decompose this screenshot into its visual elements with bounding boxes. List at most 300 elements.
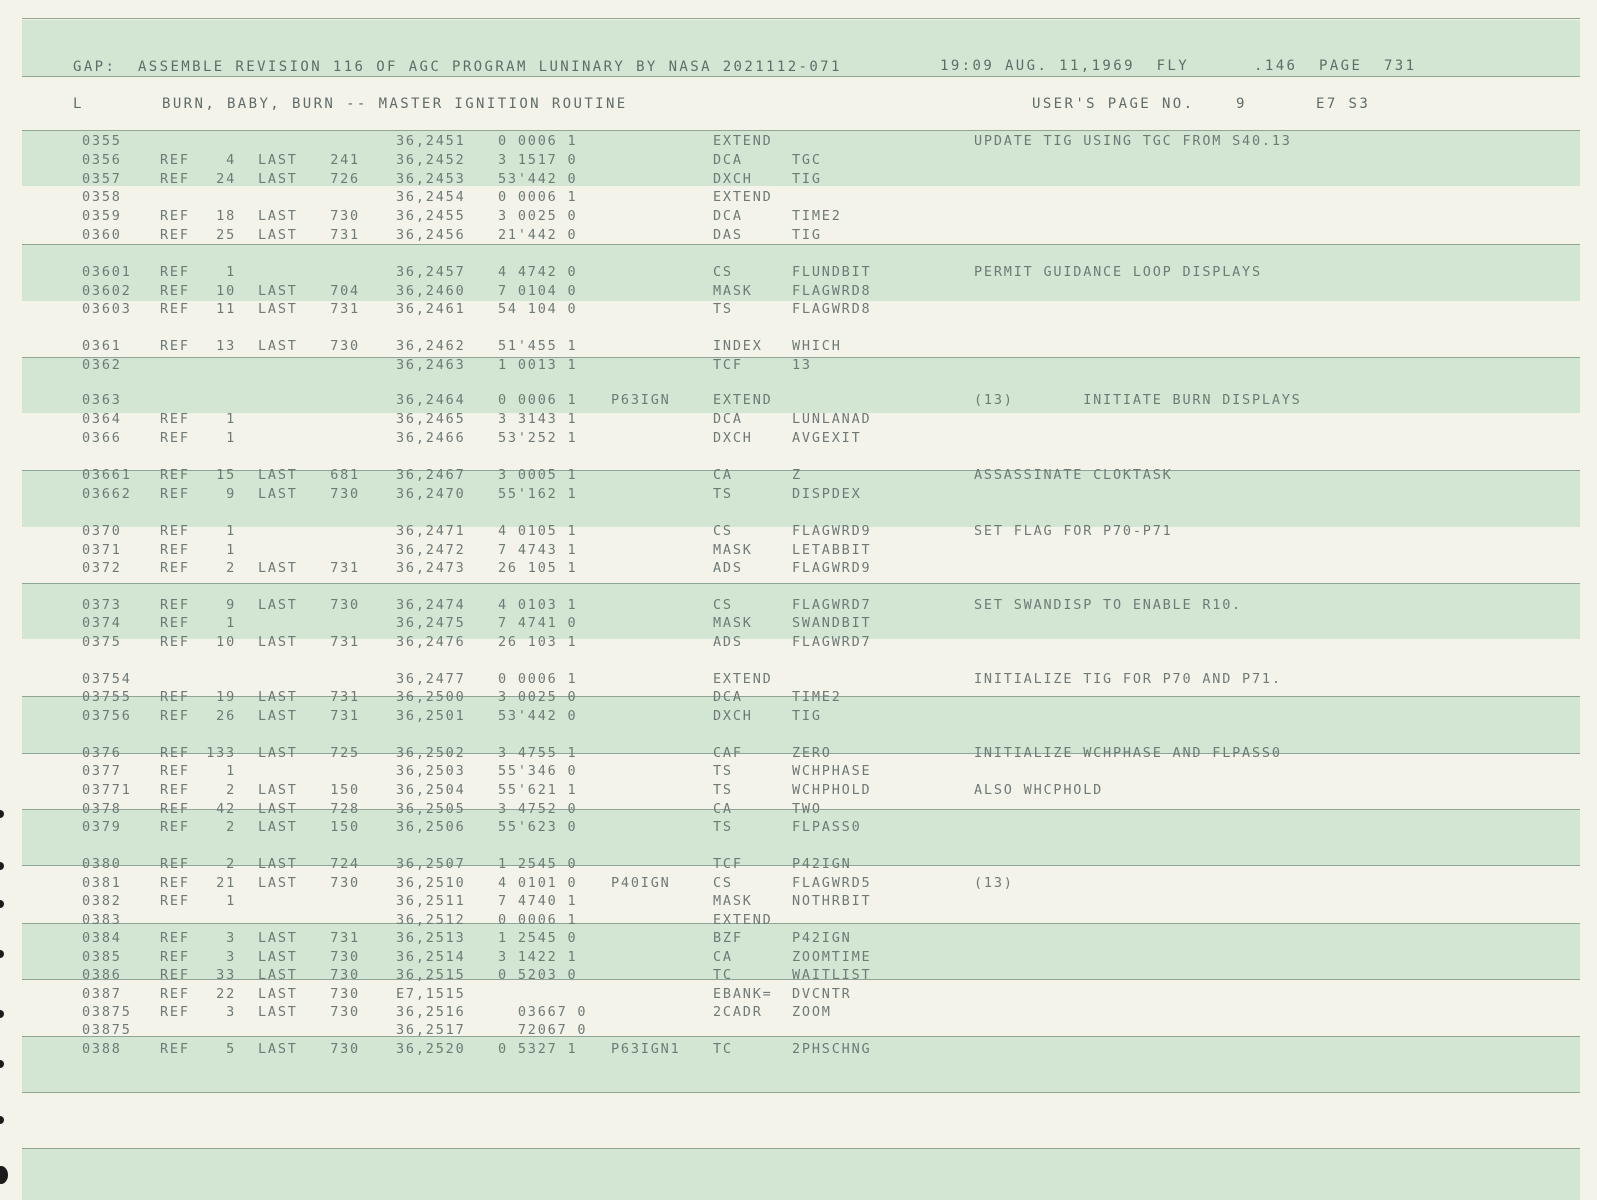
- opcode: 2CADR: [713, 1004, 763, 1020]
- ref-marker: REF: [160, 301, 190, 317]
- ref-count: 3: [226, 949, 236, 965]
- comment: PERMIT GUIDANCE LOOP DISPLAYS: [974, 264, 1262, 280]
- last-marker: LAST: [258, 283, 298, 299]
- opcode: TCF: [713, 357, 743, 373]
- opcode: CS: [713, 875, 733, 891]
- last-marker: LAST: [258, 967, 298, 983]
- opcode: TS: [713, 819, 733, 835]
- feed-hole: [0, 1166, 8, 1184]
- last-page: 730: [330, 949, 360, 965]
- opcode: CA: [713, 467, 733, 483]
- line-number: 0359: [82, 208, 122, 224]
- line-number: 03601: [82, 264, 132, 280]
- ref-count: 1: [226, 893, 236, 909]
- opcode: CA: [713, 949, 733, 965]
- last-marker: LAST: [258, 467, 298, 483]
- routine-title: BURN, BABY, BURN -- MASTER IGNITION ROUTINE: [162, 96, 628, 112]
- opcode: EXTEND: [713, 392, 773, 408]
- operand: WAITLIST: [792, 967, 872, 983]
- last-page: 724: [330, 856, 360, 872]
- last-marker: LAST: [258, 801, 298, 817]
- ref-marker: REF: [160, 208, 190, 224]
- opcode: TS: [713, 782, 733, 798]
- line-number: 0377: [82, 763, 122, 779]
- octal-code: 3 0025 0: [498, 689, 578, 705]
- listing-row: [0, 392, 1597, 411]
- ref-count: 10: [216, 634, 236, 650]
- octal-code: 53'442 0: [498, 708, 578, 724]
- memory-address: 36,2461: [396, 301, 466, 317]
- listing-row: [0, 338, 1597, 357]
- operand: DISPDEX: [792, 486, 862, 502]
- last-page: 731: [330, 689, 360, 705]
- listing-row: [0, 745, 1597, 764]
- octal-code: 55'621 1: [498, 782, 578, 798]
- last-marker: LAST: [258, 152, 298, 168]
- opcode: MASK: [713, 615, 753, 631]
- listing-row: [0, 301, 1597, 320]
- green-bar: [22, 1148, 1580, 1200]
- ref-marker: REF: [160, 967, 190, 983]
- listing-row: [0, 634, 1597, 653]
- ref-count: 33: [216, 967, 236, 983]
- ref-marker: REF: [160, 338, 190, 354]
- ref-marker: REF: [160, 597, 190, 613]
- last-page: 150: [330, 782, 360, 798]
- ref-marker: REF: [160, 893, 190, 909]
- operand: TIG: [792, 171, 822, 187]
- last-marker: LAST: [258, 819, 298, 835]
- operand: SWANDBIT: [792, 615, 872, 631]
- ref-count: 10: [216, 283, 236, 299]
- octal-code: 0 5203 0: [498, 967, 578, 983]
- header-timestamp-page: 19:09 AUG. 11,1969 FLY .146 PAGE 731: [940, 58, 1417, 74]
- opcode: DCA: [713, 411, 743, 427]
- line-number: 0355: [82, 133, 122, 149]
- octal-code: 3 0005 1: [498, 467, 578, 483]
- line-number: 0384: [82, 930, 122, 946]
- line-number: 03875: [82, 1022, 132, 1038]
- memory-address: 36,2515: [396, 967, 466, 983]
- ref-count: 133: [206, 745, 236, 761]
- ref-count: 26: [216, 708, 236, 724]
- ref-marker: REF: [160, 283, 190, 299]
- ref-marker: REF: [160, 467, 190, 483]
- line-number: 0386: [82, 967, 122, 983]
- operand: Z: [792, 467, 802, 483]
- last-marker: LAST: [258, 708, 298, 724]
- listing-row: [0, 411, 1597, 430]
- memory-address: 36,2505: [396, 801, 466, 817]
- last-page: 731: [330, 227, 360, 243]
- ref-count: 15: [216, 467, 236, 483]
- listing-row: [0, 227, 1597, 246]
- line-number: 0357: [82, 171, 122, 187]
- memory-address: 36,2503: [396, 763, 466, 779]
- feed-hole: [0, 1116, 4, 1124]
- last-page: 681: [330, 467, 360, 483]
- listing-row: [0, 542, 1597, 561]
- users-page-label: USER'S PAGE NO.: [1032, 96, 1195, 112]
- opcode: CA: [713, 801, 733, 817]
- line-number: 0356: [82, 152, 122, 168]
- octal-code: 72067 0: [498, 1022, 588, 1038]
- ref-marker: REF: [160, 634, 190, 650]
- last-marker: LAST: [258, 560, 298, 576]
- last-marker: LAST: [258, 949, 298, 965]
- ref-count: 3: [226, 1004, 236, 1020]
- last-marker: LAST: [258, 597, 298, 613]
- operand: 2PHSCHNG: [792, 1041, 872, 1057]
- ref-marker: REF: [160, 745, 190, 761]
- line-number: 0366: [82, 430, 122, 446]
- octal-code: 51'455 1: [498, 338, 578, 354]
- last-marker: LAST: [258, 875, 298, 891]
- listing-row: [0, 467, 1597, 486]
- line-number: 03756: [82, 708, 132, 724]
- line-number: 0373: [82, 597, 122, 613]
- memory-address: 36,2452: [396, 152, 466, 168]
- ref-marker: REF: [160, 875, 190, 891]
- ref-marker: REF: [160, 542, 190, 558]
- ref-count: 1: [226, 763, 236, 779]
- last-page: 731: [330, 560, 360, 576]
- feed-hole: [0, 1060, 4, 1068]
- ref-count: 9: [226, 486, 236, 502]
- ref-marker: REF: [160, 411, 190, 427]
- ref-marker: REF: [160, 708, 190, 724]
- operand: TIG: [792, 227, 822, 243]
- memory-address: 36,2507: [396, 856, 466, 872]
- listing-row: [0, 689, 1597, 708]
- code-label: P40IGN: [611, 875, 671, 891]
- operand: WCHPHASE: [792, 763, 872, 779]
- listing-row: [0, 1022, 1597, 1041]
- ref-count: 2: [226, 819, 236, 835]
- listing-row: [0, 597, 1597, 616]
- line-number: 0360: [82, 227, 122, 243]
- ref-count: 1: [226, 523, 236, 539]
- octal-code: 4 0105 1: [498, 523, 578, 539]
- octal-code: 53'442 0: [498, 171, 578, 187]
- listing-row: [0, 671, 1597, 690]
- operand: DVCNTR: [792, 986, 852, 1002]
- line-number: 03754: [82, 671, 132, 687]
- ref-marker: REF: [160, 763, 190, 779]
- listing-row: [0, 893, 1597, 912]
- memory-address: 36,2455: [396, 208, 466, 224]
- octal-code: 3 3143 1: [498, 411, 578, 427]
- octal-code: 7 4741 0: [498, 615, 578, 631]
- ref-count: 25: [216, 227, 236, 243]
- octal-code: 0 0006 1: [498, 671, 578, 687]
- memory-address: 36,2475: [396, 615, 466, 631]
- operand: LETABBIT: [792, 542, 872, 558]
- last-marker: LAST: [258, 986, 298, 1002]
- rule-line: [22, 1092, 1580, 1093]
- listing-row: [0, 708, 1597, 727]
- operand: TWO: [792, 801, 822, 817]
- listing-row: [0, 782, 1597, 801]
- octal-code: 0 0006 1: [498, 392, 578, 408]
- last-marker: LAST: [258, 486, 298, 502]
- line-number: 0358: [82, 189, 122, 205]
- opcode: EXTEND: [713, 671, 773, 687]
- listing-row: [0, 171, 1597, 190]
- last-page: 730: [330, 875, 360, 891]
- memory-address: 36,2502: [396, 745, 466, 761]
- last-marker: LAST: [258, 856, 298, 872]
- octal-code: 0 0006 1: [498, 133, 578, 149]
- memory-address: 36,2472: [396, 542, 466, 558]
- listing-row: [0, 801, 1597, 820]
- last-marker: LAST: [258, 227, 298, 243]
- line-number: 0378: [82, 801, 122, 817]
- ref-marker: REF: [160, 819, 190, 835]
- last-marker: LAST: [258, 1004, 298, 1020]
- line-number: 0361: [82, 338, 122, 354]
- ref-count: 1: [226, 615, 236, 631]
- memory-address: 36,2451: [396, 133, 466, 149]
- last-page: 730: [330, 986, 360, 1002]
- comment: UPDATE TIG USING TGC FROM S40.13: [974, 133, 1292, 149]
- octal-code: 3 4752 0: [498, 801, 578, 817]
- octal-code: 1 2545 0: [498, 856, 578, 872]
- octal-code: 7 4740 1: [498, 893, 578, 909]
- operand: P42IGN: [792, 856, 852, 872]
- line-number: 03662: [82, 486, 132, 502]
- ref-count: 22: [216, 986, 236, 1002]
- last-page: 731: [330, 301, 360, 317]
- octal-code: 55'623 0: [498, 819, 578, 835]
- memory-address: 36,2454: [396, 189, 466, 205]
- listing-row: [0, 430, 1597, 449]
- listing-row: [0, 615, 1597, 634]
- opcode: TC: [713, 967, 733, 983]
- memory-address: 36,2467: [396, 467, 466, 483]
- memory-address: 36,2465: [396, 411, 466, 427]
- users-page-number: 9: [1236, 96, 1247, 112]
- octal-code: 1 2545 0: [498, 930, 578, 946]
- last-page: 704: [330, 283, 360, 299]
- opcode: TS: [713, 486, 733, 502]
- listing-row: [0, 152, 1597, 171]
- line-number: 0379: [82, 819, 122, 835]
- line-number: 0380: [82, 856, 122, 872]
- comment: (13): [974, 875, 1014, 891]
- ref-marker: REF: [160, 152, 190, 168]
- memory-address: 36,2504: [396, 782, 466, 798]
- octal-code: 0 5327 1: [498, 1041, 578, 1057]
- operand: NOTHRBIT: [792, 893, 872, 909]
- line-number: 0362: [82, 357, 122, 373]
- listing-row: [0, 930, 1597, 949]
- opcode: MASK: [713, 893, 753, 909]
- operand: FLAGWRD5: [792, 875, 872, 891]
- last-marker: LAST: [258, 1041, 298, 1057]
- ref-marker: REF: [160, 615, 190, 631]
- ref-count: 21: [216, 875, 236, 891]
- ref-marker: REF: [160, 986, 190, 1002]
- operand: 13: [792, 357, 812, 373]
- line-number: 0375: [82, 634, 122, 650]
- ref-marker: REF: [160, 486, 190, 502]
- listing-row: [0, 133, 1597, 152]
- memory-address: E7,1515: [396, 986, 466, 1002]
- ref-count: 2: [226, 782, 236, 798]
- line-number: 0374: [82, 615, 122, 631]
- listing-row: [0, 486, 1597, 505]
- ref-count: 24: [216, 171, 236, 187]
- last-marker: LAST: [258, 634, 298, 650]
- comment: SET FLAG FOR P70-P71: [974, 523, 1173, 539]
- operand: FLAGWRD7: [792, 634, 872, 650]
- ref-count: 2: [226, 856, 236, 872]
- octal-code: 0 0006 1: [498, 189, 578, 205]
- operand: P42IGN: [792, 930, 852, 946]
- listing-row: [0, 967, 1597, 986]
- ref-count: 11: [216, 301, 236, 317]
- operand: TIME2: [792, 208, 842, 224]
- memory-address: 36,2506: [396, 819, 466, 835]
- opcode: CS: [713, 597, 733, 613]
- memory-address: 36,2474: [396, 597, 466, 613]
- octal-code: 7 0104 0: [498, 283, 578, 299]
- opcode: CS: [713, 523, 733, 539]
- ref-count: 42: [216, 801, 236, 817]
- line-number: 0388: [82, 1041, 122, 1057]
- opcode: DCA: [713, 152, 743, 168]
- memory-address: 36,2500: [396, 689, 466, 705]
- octal-code: 26 103 1: [498, 634, 578, 650]
- listing-row: [0, 1041, 1597, 1060]
- operand: LUNLANAD: [792, 411, 872, 427]
- listing-row: [0, 763, 1597, 782]
- line-number: 03661: [82, 467, 132, 483]
- operand: WHICH: [792, 338, 842, 354]
- ref-count: 2: [226, 560, 236, 576]
- last-marker: LAST: [258, 208, 298, 224]
- octal-code: 55'162 1: [498, 486, 578, 502]
- ref-marker: REF: [160, 523, 190, 539]
- last-marker: LAST: [258, 338, 298, 354]
- ref-marker: REF: [160, 430, 190, 446]
- line-number: 03602: [82, 283, 132, 299]
- opcode: EXTEND: [713, 189, 773, 205]
- octal-code: 0 0006 1: [498, 912, 578, 928]
- last-page: 730: [330, 1041, 360, 1057]
- comment: SET SWANDISP TO ENABLE R10.: [974, 597, 1243, 613]
- rule-line: [22, 583, 1580, 584]
- opcode: TCF: [713, 856, 743, 872]
- octal-code: 55'346 0: [498, 763, 578, 779]
- ref-count: 18: [216, 208, 236, 224]
- listing-row: [0, 1004, 1597, 1023]
- operand: AVGEXIT: [792, 430, 862, 446]
- listing-row: [0, 949, 1597, 968]
- comment: INITIALIZE TIG FOR P70 AND P71.: [974, 671, 1282, 687]
- memory-address: 36,2473: [396, 560, 466, 576]
- ref-marker: REF: [160, 560, 190, 576]
- operand: FLAGWRD8: [792, 301, 872, 317]
- ref-count: 1: [226, 411, 236, 427]
- last-page: 731: [330, 634, 360, 650]
- memory-address: 36,2460: [396, 283, 466, 299]
- last-page: 730: [330, 208, 360, 224]
- line-number: 03875: [82, 1004, 132, 1020]
- line-number: 03603: [82, 301, 132, 317]
- last-page: 730: [330, 597, 360, 613]
- operand: FLAGWRD9: [792, 560, 872, 576]
- memory-address: 36,2510: [396, 875, 466, 891]
- ref-marker: REF: [160, 171, 190, 187]
- memory-address: 36,2511: [396, 893, 466, 909]
- line-number: 0364: [82, 411, 122, 427]
- octal-code: 4 4742 0: [498, 264, 578, 280]
- ref-marker: REF: [160, 1041, 190, 1057]
- operand: FLUNDBIT: [792, 264, 872, 280]
- octal-code: 26 105 1: [498, 560, 578, 576]
- last-page: 730: [330, 486, 360, 502]
- last-page: 725: [330, 745, 360, 761]
- memory-address: 36,2501: [396, 708, 466, 724]
- ref-count: 3: [226, 930, 236, 946]
- last-page: 150: [330, 819, 360, 835]
- listing-row: [0, 856, 1597, 875]
- rule-line: [22, 1148, 1580, 1149]
- octal-code: 4 0103 1: [498, 597, 578, 613]
- memory-address: 36,2471: [396, 523, 466, 539]
- ref-marker: REF: [160, 227, 190, 243]
- operand: ZOOMTIME: [792, 949, 872, 965]
- last-page: 731: [330, 708, 360, 724]
- last-page: 730: [330, 1004, 360, 1020]
- operand: FLAGWRD7: [792, 597, 872, 613]
- memory-address: 36,2457: [396, 264, 466, 280]
- octal-code: 3 1422 1: [498, 949, 578, 965]
- memory-address: 36,2477: [396, 671, 466, 687]
- operand: TGC: [792, 152, 822, 168]
- memory-address: 36,2464: [396, 392, 466, 408]
- listing-row: [0, 819, 1597, 838]
- listing-row: [0, 523, 1597, 542]
- last-page: 728: [330, 801, 360, 817]
- opcode: MASK: [713, 283, 753, 299]
- line-number: 0372: [82, 560, 122, 576]
- last-page: 730: [330, 967, 360, 983]
- last-page: 241: [330, 152, 360, 168]
- code-label: P63IGN1: [611, 1041, 681, 1057]
- memory-address: 36,2463: [396, 357, 466, 373]
- memory-address: 36,2513: [396, 930, 466, 946]
- operand: TIG: [792, 708, 822, 724]
- line-number: 0370: [82, 523, 122, 539]
- opcode: DCA: [713, 208, 743, 224]
- ref-marker: REF: [160, 264, 190, 280]
- operand: WCHPHOLD: [792, 782, 872, 798]
- operand: FLPASS0: [792, 819, 862, 835]
- last-marker: LAST: [258, 171, 298, 187]
- comment: ASSASSINATE CLOKTASK: [974, 467, 1173, 483]
- listing-row: [0, 875, 1597, 894]
- memory-address: 36,2517: [396, 1022, 466, 1038]
- memory-address: 36,2516: [396, 1004, 466, 1020]
- header-assembly-title: GAP: ASSEMBLE REVISION 116 OF AGC PROGRAM LUNINARY BY NASA 2021112-071: [73, 59, 842, 75]
- ref-marker: REF: [160, 801, 190, 817]
- ref-count: 19: [216, 689, 236, 705]
- last-page: 731: [330, 930, 360, 946]
- comment: ALSO WHCPHOLD: [974, 782, 1104, 798]
